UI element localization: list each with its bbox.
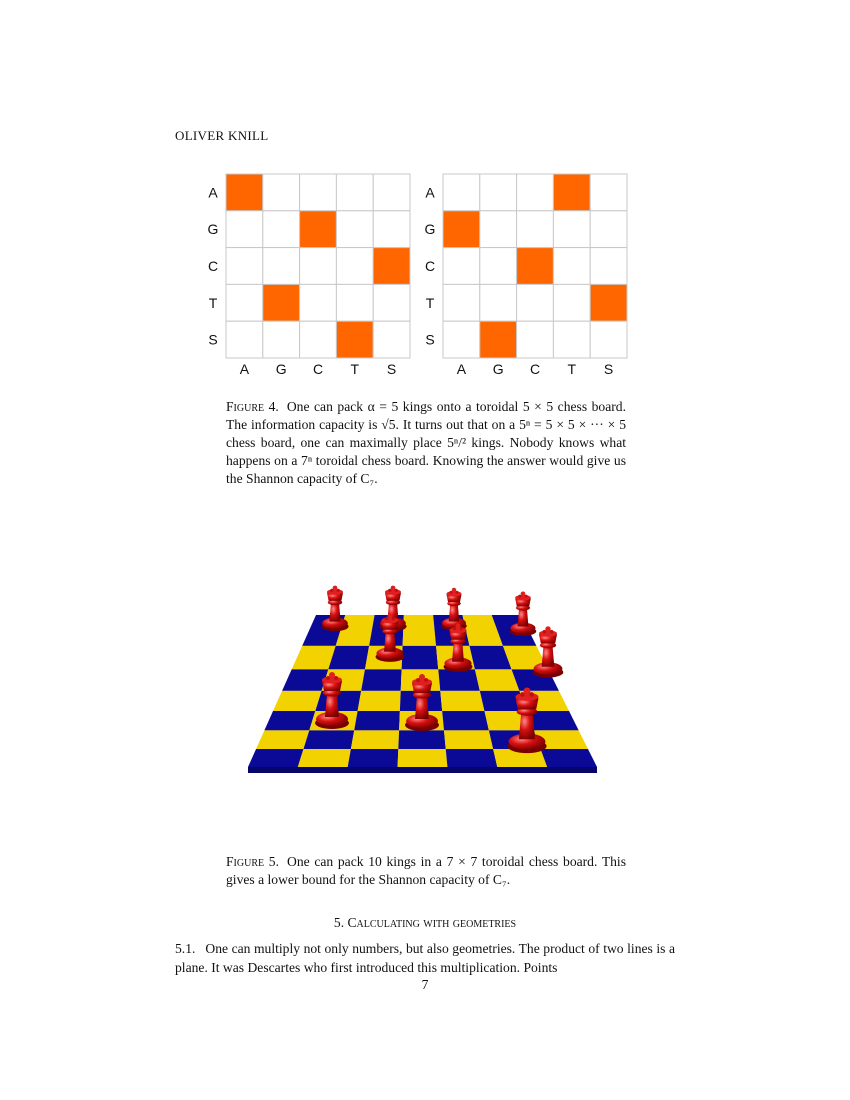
- board-square: [354, 711, 400, 730]
- col-label-right: C: [529, 361, 541, 377]
- king-piece: [321, 586, 348, 632]
- board-square: [541, 749, 597, 767]
- grid-cell: [226, 248, 263, 285]
- king-cell: [300, 211, 337, 248]
- grid-cell: [590, 248, 627, 285]
- figure4-caption: [226, 398, 626, 488]
- grid-cell: [300, 321, 337, 358]
- board-square: [361, 669, 401, 690]
- grid-cell: [553, 284, 590, 321]
- col-label-left: T: [350, 361, 360, 377]
- board-square: [298, 749, 351, 767]
- grid-cell: [590, 211, 627, 248]
- grid-cell: [517, 174, 554, 211]
- board-square: [256, 730, 309, 749]
- grid-cell: [300, 284, 337, 321]
- page-number: 7: [421, 977, 429, 992]
- board-square: [398, 730, 445, 749]
- grid-cell: [336, 211, 373, 248]
- grid-cell: [480, 284, 517, 321]
- col-label-left: G: [275, 361, 287, 377]
- figure5-caption: [226, 853, 626, 889]
- board-square: [358, 691, 401, 711]
- grid-cell: [263, 211, 300, 248]
- grid-cell: [480, 211, 517, 248]
- row-label-right: A: [425, 184, 435, 201]
- king-cell: [263, 284, 300, 321]
- row-label-left: S: [208, 331, 218, 348]
- king-cell: [553, 174, 590, 211]
- grid-cell: [226, 321, 263, 358]
- board-square: [442, 711, 489, 730]
- grid-cell: [443, 284, 480, 321]
- board-square: [398, 749, 448, 767]
- grid-cell: [226, 284, 263, 321]
- grid-cell: [336, 248, 373, 285]
- grid-cell: [336, 284, 373, 321]
- grid-cell: [553, 248, 590, 285]
- col-label-right: S: [603, 361, 614, 377]
- row-label-right: T: [425, 294, 435, 311]
- paragraph-text: One can multiply not only numbers, but also geometries. The product of two lines is a plane. It was Descartes who first introduced this multiplication. Points: [175, 941, 675, 975]
- grid-cell: [480, 174, 517, 211]
- grid-cell: [517, 284, 554, 321]
- king-cell: [517, 248, 554, 285]
- col-label-right: G: [492, 361, 504, 377]
- col-label-right: A: [456, 361, 467, 377]
- board-square: [292, 646, 336, 670]
- grid-cell: [300, 174, 337, 211]
- board-square: [282, 669, 328, 690]
- grid-cell: [517, 211, 554, 248]
- board-square: [402, 646, 439, 670]
- board-square: [264, 711, 315, 730]
- board-square: [440, 691, 484, 711]
- grid-cell: [553, 321, 590, 358]
- board-square: [273, 691, 322, 711]
- row-label-right: G: [424, 221, 436, 238]
- grid-cell: [590, 174, 627, 211]
- grid-cell: [226, 211, 263, 248]
- king-cell: [226, 174, 263, 211]
- grid-cell: [373, 174, 410, 211]
- board-square: [248, 749, 303, 767]
- section-paragraph: [175, 939, 675, 977]
- grid-cell: [517, 321, 554, 358]
- grid-cell: [336, 174, 373, 211]
- grid-cell: [443, 248, 480, 285]
- section-title: 5. Calculating with geometries: [333, 915, 517, 930]
- board-square: [351, 730, 399, 749]
- figure5-caption-text: One can pack 10 kings in a 7 × 7 toroidal chess board. This gives a lower bound for the Shannon capacity of C₇.: [226, 854, 626, 887]
- king-cell: [373, 248, 410, 285]
- grid-cell: [300, 248, 337, 285]
- row-label-left: C: [207, 258, 219, 274]
- figure4-left-grid: [205, 172, 415, 381]
- king-piece: [510, 591, 537, 635]
- board-square: [444, 730, 493, 749]
- grid-cell: [263, 248, 300, 285]
- board-square: [303, 730, 354, 749]
- paragraph-label: 5.1.: [175, 941, 196, 956]
- row-label-right: S: [425, 331, 435, 348]
- figure5-label: Figure 5.: [226, 854, 279, 869]
- row-label-left: G: [207, 221, 219, 238]
- grid-cell: [590, 321, 627, 358]
- figure4-label: Figure 4.: [226, 399, 279, 414]
- board-square: [348, 749, 399, 767]
- col-label-left: C: [312, 361, 324, 377]
- grid-cell: [373, 284, 410, 321]
- col-label-right: T: [567, 361, 577, 377]
- grid-cell: [553, 211, 590, 248]
- grid-cell: [263, 174, 300, 211]
- grid-cell: [443, 321, 480, 358]
- king-cell: [336, 321, 373, 358]
- king-cell: [443, 211, 480, 248]
- king-cell: [590, 284, 627, 321]
- running-header: OLIVER KNILL: [175, 128, 269, 143]
- board-square: [438, 669, 480, 690]
- grid-cell: [443, 174, 480, 211]
- board-square: [403, 615, 436, 646]
- grid-cell: [263, 321, 300, 358]
- row-label-left: T: [208, 294, 218, 311]
- figure5-chessboard-image: [240, 565, 610, 784]
- board-square: [475, 669, 519, 690]
- col-label-left: S: [386, 361, 397, 377]
- grid-cell: [480, 248, 517, 285]
- row-label-right: C: [424, 258, 436, 274]
- figure4-caption-text: One can pack α = 5 kings onto a toroidal 5 × 5 chess board. The information capacity is √5. It turns out that on a 5ⁿ = 5 × 5 × ··· × 5 chess board, one can maximally place 5ⁿ/² kings. Nobody knows what happens on a 7ⁿ toroidal chess board. Knowing the answer would give us the Shannon capacity of C₇.: [226, 399, 626, 486]
- king-piece: [441, 588, 467, 631]
- board-edge: [248, 767, 597, 773]
- king-cell: [480, 321, 517, 358]
- grid-cell: [373, 321, 410, 358]
- figure4-right-grid: [422, 172, 632, 381]
- grid-cell: [373, 211, 410, 248]
- col-label-left: A: [239, 361, 250, 377]
- board-square: [446, 749, 498, 767]
- row-label-left: A: [208, 184, 218, 201]
